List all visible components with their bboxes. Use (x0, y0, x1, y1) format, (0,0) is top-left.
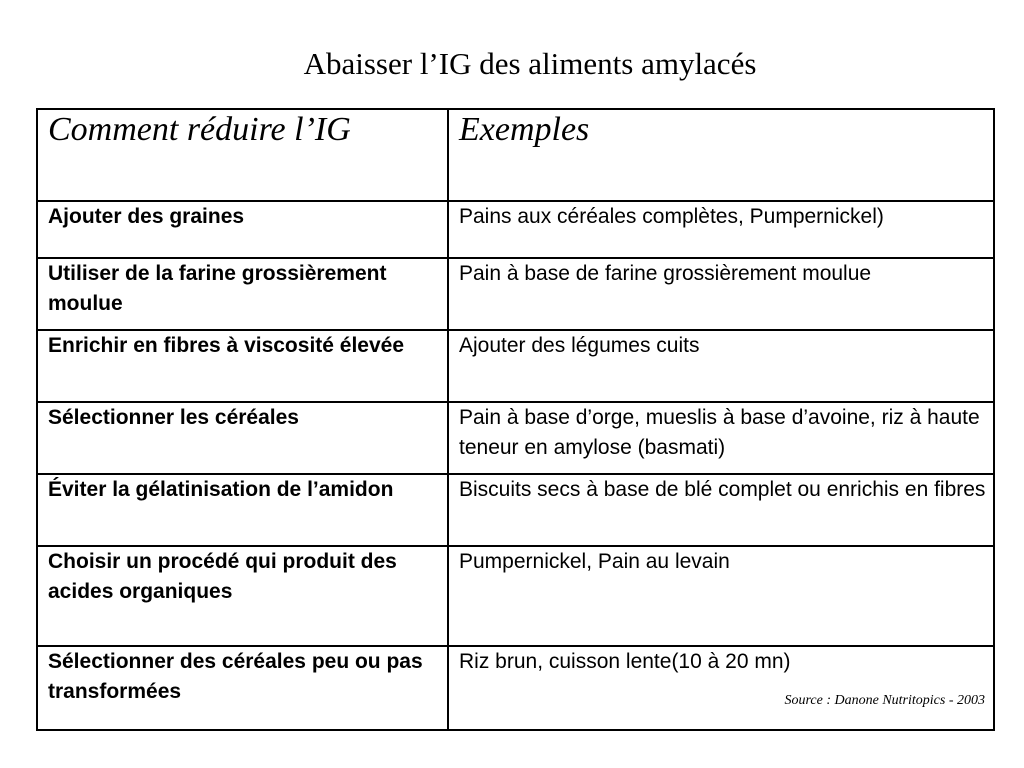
table-row (37, 474, 994, 546)
example-cell (448, 646, 994, 730)
slide-title: Abaisser l’IG des aliments amylacés (303, 46, 757, 81)
example-cell: Biscuits secs à base de blé complet ou enrichis en fibres (448, 474, 994, 546)
method-cell: Utiliser de la farine grossièrement moulue (37, 258, 448, 330)
example-text: Riz brun, cuisson lente(10 à 20 mn) (459, 650, 791, 673)
table-row (37, 201, 994, 258)
table-row (37, 402, 994, 474)
example-cell: Pain à base de farine grossièrement moulue (448, 258, 994, 330)
method-cell: Sélectionner des céréales peu ou pas transformées (37, 646, 448, 730)
table-row (37, 546, 994, 646)
example-cell: Pumpernickel, Pain au levain (448, 546, 994, 646)
table-row (37, 258, 994, 330)
column-header-examples: Exemples (448, 109, 994, 201)
method-cell: Sélectionner les céréales (37, 402, 448, 474)
example-cell: Pain à base d’orge, mueslis à base d’avoine, riz à haute teneur en amylose (basmati) (448, 402, 994, 474)
source-citation: Source : Danone Nutritopics - 2003 (784, 693, 985, 708)
table-row (37, 330, 994, 402)
ig-reduction-table (36, 108, 995, 731)
method-cell: Choisir un procédé qui produit des acides organiques (37, 546, 448, 646)
example-cell: Ajouter des légumes cuits (448, 330, 994, 402)
method-cell: Enrichir en fibres à viscosité élevée (37, 330, 448, 402)
method-cell: Ajouter des graines (37, 201, 448, 258)
table-header-row (37, 109, 994, 201)
example-cell: Pains aux céréales complètes, Pumpernickel) (448, 201, 994, 258)
table-row (37, 646, 994, 730)
column-header-how: Comment réduire l’IG (37, 109, 448, 201)
method-cell: Éviter la gélatinisation de l’amidon (37, 474, 448, 546)
